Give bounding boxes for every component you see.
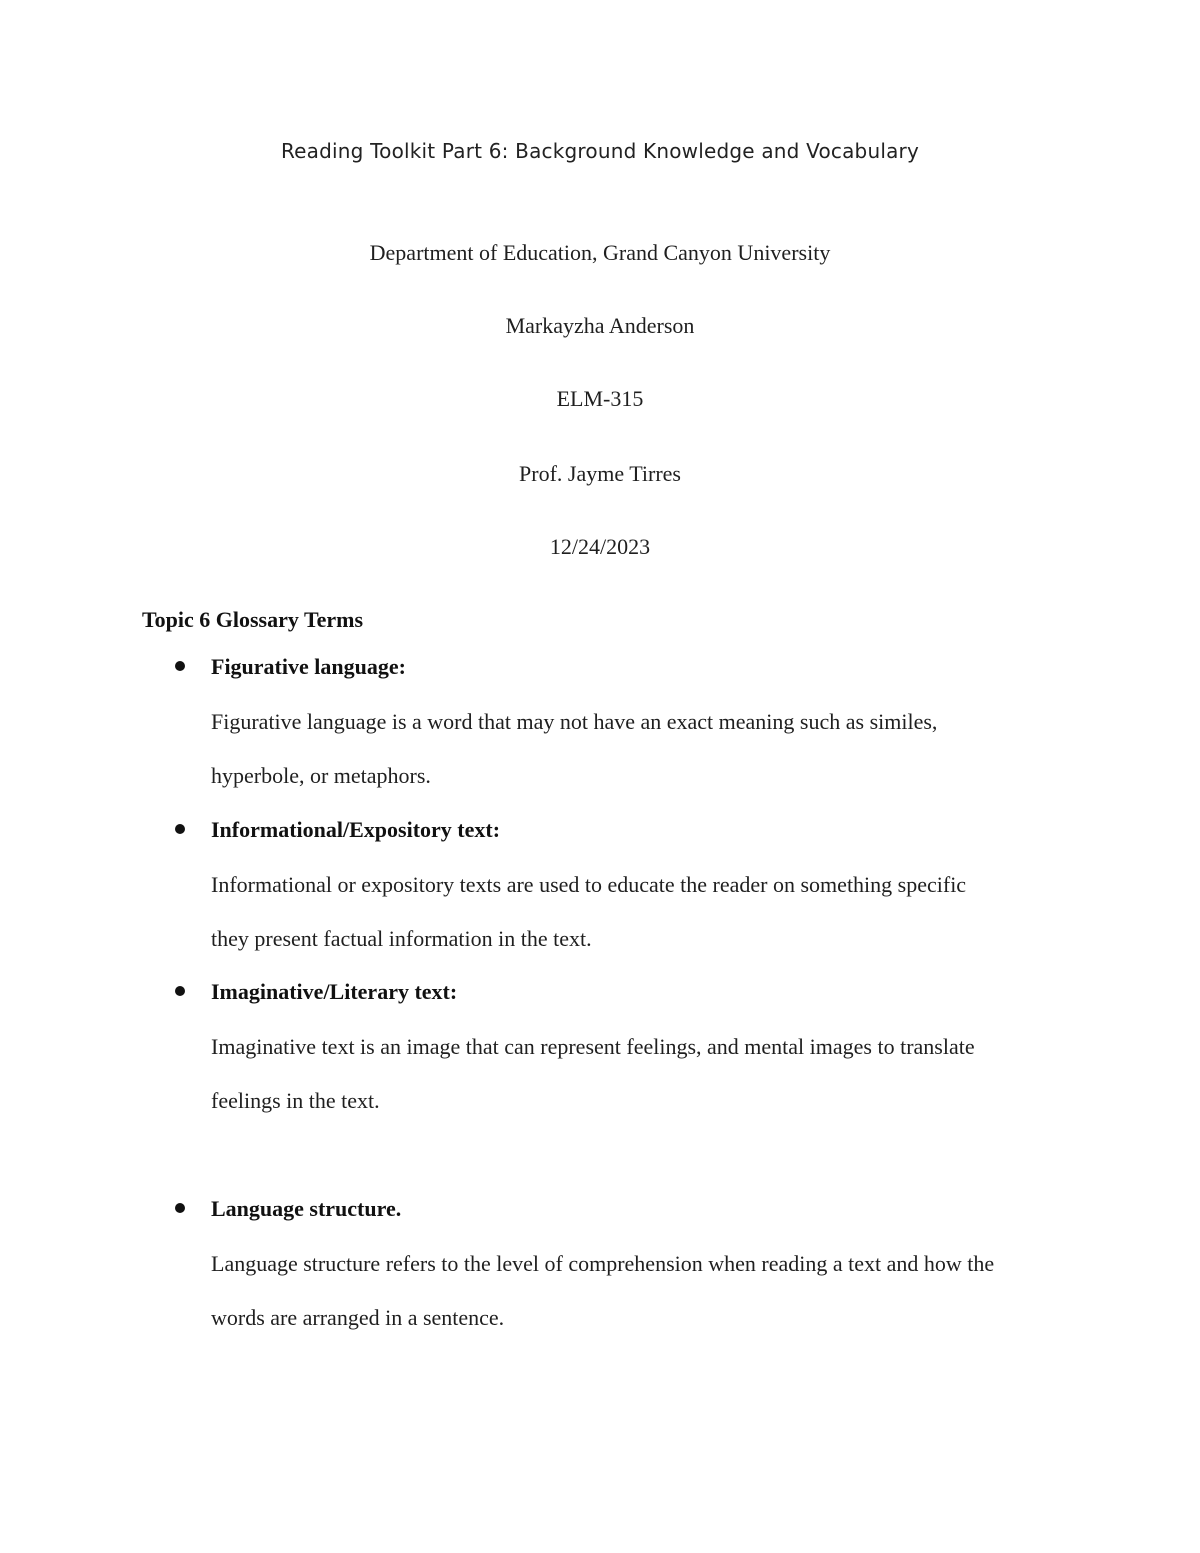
author-name: Markayzha Anderson xyxy=(505,313,695,338)
bullet-icon xyxy=(175,986,185,996)
glossary-definition-line: hyperbole, or metaphors. xyxy=(211,763,431,788)
glossary-term: Figurative language: xyxy=(211,654,406,679)
bullet-icon xyxy=(175,1203,185,1213)
document-date: 12/24/2023 xyxy=(549,534,651,559)
glossary-term: Informational/Expository text: xyxy=(211,817,501,842)
glossary-definition-line: Language structure refers to the level of comprehension when reading a text and how the xyxy=(211,1251,995,1276)
glossary-definition-line: Informational or expository texts are used to educate the reader on something specific xyxy=(211,872,967,897)
document-title: Reading Toolkit Part 6: Background Knowledge and Vocabulary xyxy=(280,139,919,163)
bullet-icon xyxy=(175,661,185,671)
glossary-definition-line: feelings in the text. xyxy=(211,1088,380,1113)
course-code: ELM-315 xyxy=(556,386,644,411)
glossary-term: Language structure. xyxy=(211,1196,402,1221)
glossary-term: Imaginative/Literary text: xyxy=(211,979,458,1004)
glossary-definition-line: Figurative language is a word that may not have an exact meaning such as similes, xyxy=(211,709,938,734)
glossary-definition-line: words are arranged in a sentence. xyxy=(211,1305,505,1330)
glossary-heading: Topic 6 Glossary Terms xyxy=(142,607,364,632)
professor-name: Prof. Jayme Tirres xyxy=(519,461,681,486)
glossary-definition-line: they present factual information in the text. xyxy=(211,926,592,951)
department-line: Department of Education, Grand Canyon University xyxy=(369,240,831,265)
glossary-definition-line: Imaginative text is an image that can represent feelings, and mental images to translate xyxy=(211,1034,975,1059)
bullet-icon xyxy=(175,824,185,834)
